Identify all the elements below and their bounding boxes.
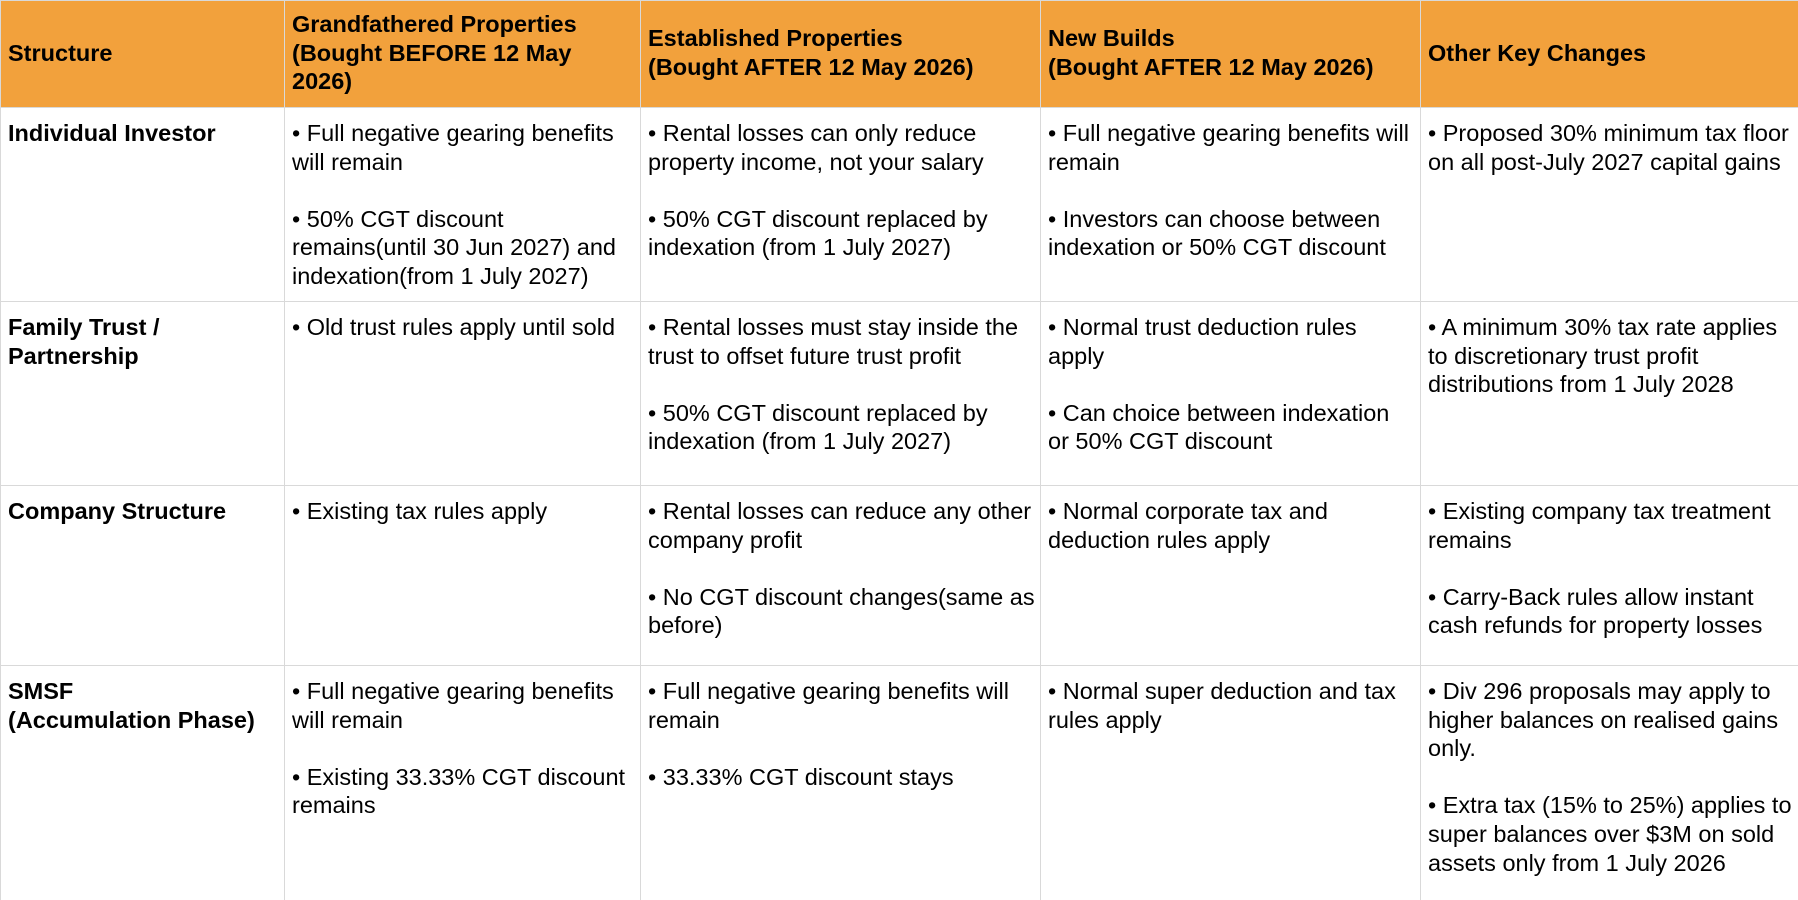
- cell-bullet: • 33.33% CGT discount stays: [648, 763, 954, 790]
- cell-bullet: • Carry-Back rules allow instant cash refunds for property losses: [1428, 583, 1763, 639]
- header-grandfathered-line: 2026): [292, 68, 353, 95]
- header-structure[interactable]: [1, 1, 285, 108]
- cell-bullet: • Can choice between indexation or 50% CGT discount: [1048, 399, 1390, 455]
- established-cell[interactable]: [641, 486, 1041, 666]
- row-header-cell[interactable]: [1, 666, 285, 900]
- header-established-line: (Bought AFTER 12 May 2026): [648, 54, 974, 80]
- header-established[interactable]: [641, 1, 1041, 108]
- cell-bullet: • Normal trust deduction rules apply: [1048, 314, 1357, 369]
- row-header-cell[interactable]: [1, 108, 285, 302]
- cell-bullet: • Full negative gearing benefits will remain: [292, 120, 614, 175]
- table-row-family-trust: [1, 302, 1798, 486]
- header-new-builds[interactable]: [1041, 1, 1421, 108]
- row-header-label: Individual Investor: [8, 120, 216, 146]
- cell-bullet: • 50% CGT discount remains(until 30 Jun 2027) and indexation(from 1 July 2027): [292, 205, 616, 289]
- cell-bullet: • Normal corporate tax and deduction rules apply: [1048, 498, 1328, 553]
- row-header-cell[interactable]: [1, 302, 285, 486]
- grandfathered-cell[interactable]: [285, 302, 641, 486]
- other-changes-cell[interactable]: [1421, 666, 1798, 900]
- row-header-cell[interactable]: [1, 486, 285, 666]
- grandfathered-cell[interactable]: [285, 666, 641, 900]
- header-new-builds-line: New Builds: [1048, 25, 1175, 52]
- cell-bullet: • Full negative gearing benefits will remain: [648, 678, 1009, 733]
- cell-bullet: • No CGT discount changes(same as before): [648, 583, 1035, 639]
- cell-bullet: • Existing 33.33% CGT discount remains: [292, 763, 626, 819]
- cell-bullet: • Rental losses can only reduce property income, not your salary: [648, 120, 984, 175]
- cell-bullet: • Old trust rules apply until sold: [292, 314, 616, 340]
- header-new-builds-line: (Bought AFTER 12 May 2026): [1048, 54, 1374, 80]
- established-cell[interactable]: [641, 108, 1041, 302]
- cell-bullet: • Existing tax rules apply: [292, 498, 548, 524]
- row-header-label: Partnership: [8, 342, 139, 369]
- cell-bullet: • Normal super deduction and tax rules apply: [1048, 678, 1396, 733]
- grandfathered-cell[interactable]: [285, 486, 641, 666]
- cell-bullet: • A minimum 30% tax rate applies to discretionary trust profit distributions from 1 July 2028: [1428, 314, 1778, 398]
- header-other-key-changes[interactable]: [1421, 1, 1798, 108]
- other-changes-cell[interactable]: [1421, 302, 1798, 486]
- new-builds-cell[interactable]: [1041, 108, 1421, 302]
- cell-bullet: • Proposed 30% minimum tax floor on all post-July 2027 capital gains: [1428, 120, 1789, 175]
- cell-bullet: • Full negative gearing benefits will remain: [1048, 120, 1409, 175]
- cell-bullet: • Extra tax (15% to 25%) applies to super balances over $3M on sold assets only from 1 July 2026: [1428, 792, 1792, 876]
- cell-bullet: • Rental losses must stay inside the trust to offset future trust profit: [648, 314, 1019, 369]
- row-header-label: (Accumulation Phase): [8, 706, 255, 733]
- cell-bullet: • Existing company tax treatment remains: [1428, 498, 1771, 553]
- row-header-label: Family Trust /: [8, 314, 160, 340]
- header-row: [1, 1, 1798, 108]
- established-cell[interactable]: [641, 666, 1041, 900]
- cell-bullet: • 50% CGT discount replaced by indexation (from 1 July 2027): [648, 399, 988, 455]
- grandfathered-cell[interactable]: [285, 108, 641, 302]
- cell-bullet: • Investors can choose between indexation or 50% CGT discount: [1048, 205, 1386, 261]
- header-grandfathered-line: (Bought BEFORE 12 May: [292, 39, 572, 66]
- table-row-smsf: [1, 666, 1798, 900]
- new-builds-cell[interactable]: [1041, 302, 1421, 486]
- row-header-label: Company Structure: [8, 498, 227, 524]
- header-structure-label: Structure: [8, 39, 113, 66]
- header-grandfathered[interactable]: [285, 1, 641, 108]
- cell-bullet: • Rental losses can reduce any other company profit: [648, 498, 1032, 553]
- row-header-label: SMSF: [8, 678, 74, 704]
- other-changes-cell[interactable]: [1421, 108, 1798, 302]
- other-changes-cell[interactable]: [1421, 486, 1798, 666]
- cell-bullet: • Div 296 proposals may apply to higher balances on realised gains only.: [1428, 678, 1779, 762]
- header-other-label: Other Key Changes: [1428, 39, 1647, 66]
- new-builds-cell[interactable]: [1041, 486, 1421, 666]
- cell-bullet: • Full negative gearing benefits will remain: [292, 678, 614, 733]
- header-established-line: Established Properties: [648, 25, 903, 52]
- table-row-individual-investor: [1, 108, 1798, 302]
- header-grandfathered-line: Grandfathered Properties: [292, 11, 577, 38]
- established-cell[interactable]: [641, 302, 1041, 486]
- new-builds-cell[interactable]: [1041, 666, 1421, 900]
- table-row-company-structure: [1, 486, 1798, 666]
- cell-bullet: • 50% CGT discount replaced by indexation (from 1 July 2027): [648, 205, 988, 261]
